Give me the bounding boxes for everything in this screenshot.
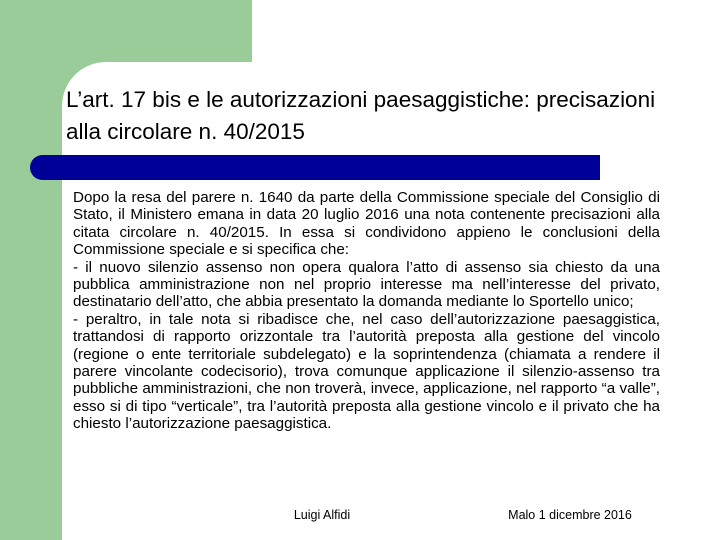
footer-author: Luigi Alfidi — [293, 508, 351, 522]
slide-title: L’art. 17 bis e le autorizzazioni paesaggistiche: precisazioni alla circolare n. 40/2015 — [66, 87, 656, 144]
slide-body — [73, 189, 660, 433]
body-paragraph-point-1: - il nuovo silenzio assenso non opera qualora l’atto di assenso sia chiesto da una pubblica amministrazione non nel proprio interesse ma nell’interesse del privato, destinatario dell’atto, che abbia presentato la domanda mediante lo Sportello unico; — [73, 258, 660, 311]
body-paragraph-point-2: - peraltro, in tale nota si ribadisce che, nel caso dell’autorizzazione paesaggistica, trattandosi di rapporto orizzontale tra l’autorità preposta alla gestione del vincolo (regione o ente territoriale subdelegato) e la soprintendenza (chiamata a rendere il parere vincolante codecisorio), trova comunque applicazione il silenzio-assenso tra pubbliche amministrazioni, che non troverà, invece, applicazione, nel rapporto “a valle”, esso si di tipo “verticale”, tra l’autorità preposta alla gestione vincolo e il privato che ha chiesto l’autorizzazione paesaggistica. — [73, 310, 660, 433]
body-paragraph-intro: Dopo la resa del parere n. 1640 da parte della Commissione speciale del Consiglio di Stato, il Ministero emana in data 20 luglio 2016 una nota contenente precisazioni alla citata circolare n. 40/2015. In essa si condividono appieno le conclusioni della Commissione speciale e si specifica che: — [73, 189, 660, 259]
footer-date: Malo 1 dicembre 2016 — [508, 508, 632, 522]
title-underline-bar — [30, 155, 600, 180]
